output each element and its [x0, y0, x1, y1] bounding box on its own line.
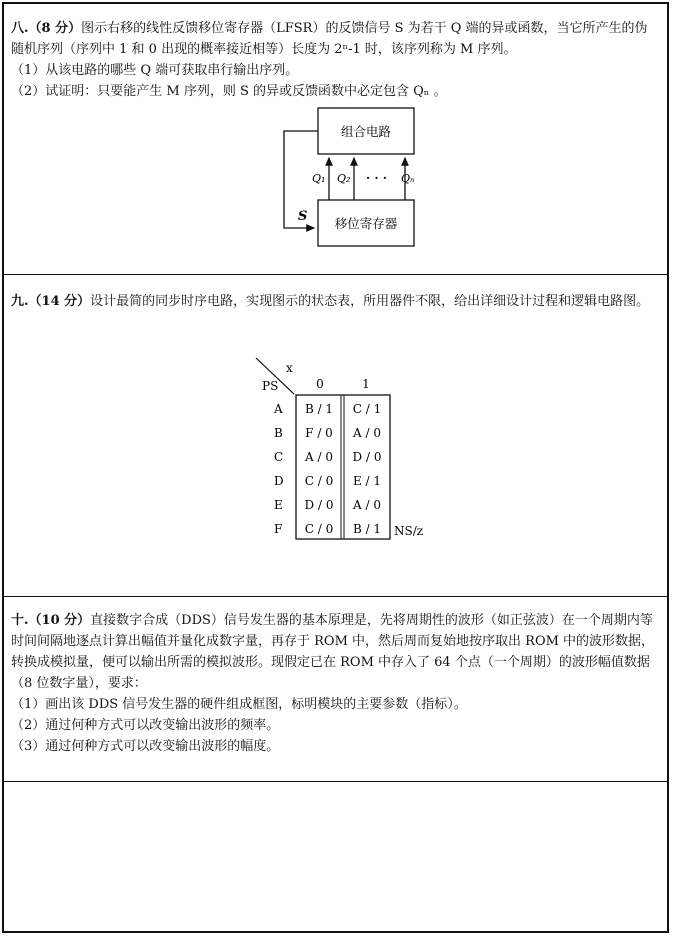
row-d-x1: E / 1: [352, 474, 382, 488]
question-8-sub-1: （1）从该电路的哪些 Q 端可获取串行输出序列。: [11, 63, 299, 78]
question-9: [11, 291, 659, 312]
input-x-label: x: [286, 361, 293, 375]
row-a-x1: C / 1: [352, 402, 382, 416]
question-9-number: 九.（14 分）: [11, 294, 91, 309]
question-8-sub-2: （2）试证明：只要能产生 M 序列，则 S 的异或反馈函数中必定包含 Qₙ 。: [11, 84, 447, 99]
row-c-x0: A / 0: [305, 450, 333, 464]
row-c-x1: D / 0: [352, 450, 382, 464]
table-border: [296, 395, 390, 539]
output-label: NS/z: [394, 524, 424, 538]
question-8-text: 图示右移的线性反馈移位寄存器（LFSR）的反馈信号 S 为若干 Q 端的异或函数，当它所产生的伪随机序列（序列中 1 和 0 出现的概率接近相等）长度为 2ⁿ-1 时，该序列称为 M 序列。: [11, 21, 648, 57]
divider: [4, 596, 667, 597]
lfsr-diagram: [274, 106, 424, 256]
question-10-number: 十.（10 分）: [11, 613, 91, 628]
row-a-state: A: [274, 402, 283, 416]
row-e-x1: A / 0: [353, 498, 381, 512]
row-b: [274, 426, 381, 440]
row-b-state: B: [274, 426, 283, 440]
row-e-state: E: [274, 498, 283, 512]
row-a-x0: B / 1: [304, 402, 334, 416]
question-10: [11, 610, 659, 757]
question-10-sub-1: （1）画出该 DDS 信号发生器的硬件组成框图，标明模块的主要参数（指标）。: [11, 697, 467, 712]
question-9-text: 设计最简的同步时序电路，实现图示的状态表，所用器件不限，给出详细设计过程和逻辑电路图。: [90, 294, 650, 309]
row-f-state: F: [274, 522, 283, 536]
row-c-state: C: [274, 450, 284, 464]
question-10-sub-2: （2）通过何种方式可以改变输出波形的频率。: [11, 718, 280, 733]
row-f-x1: B / 1: [352, 522, 382, 536]
q2-label: Q₂: [337, 172, 351, 185]
row-b-x0: F / 0: [305, 426, 333, 440]
row-e-x0: D / 0: [304, 498, 334, 512]
question-10-sub-3: （3）通过何种方式可以改变输出波形的幅度。: [11, 739, 280, 754]
row-e: [274, 498, 381, 512]
row-a: [273, 402, 381, 416]
row-d: [274, 474, 381, 488]
row-d-state: D: [274, 474, 284, 488]
row-b-x1: A / 0: [353, 426, 381, 440]
feedback-signal-s: S: [298, 209, 308, 224]
combinational-logic-label: 组合电路: [340, 124, 392, 139]
column-0-label: 0: [316, 377, 324, 391]
row-f-x0: C / 0: [304, 522, 334, 536]
q1-label: Q₁: [312, 172, 326, 185]
ellipsis-label: · · ·: [366, 171, 387, 185]
row-d-x0: C / 0: [304, 474, 334, 488]
exam-page: [2, 2, 669, 933]
shift-register-label: 移位寄存器: [334, 216, 398, 231]
question-8-stem: [11, 18, 659, 60]
question-8: [11, 18, 659, 102]
divider: [4, 274, 667, 275]
question-8-number: 八.（8 分）: [11, 21, 82, 36]
row-f: [274, 522, 381, 536]
present-state-label: PS: [262, 379, 279, 393]
state-table: [244, 354, 434, 544]
question-9-stem: [11, 291, 659, 312]
column-1-label: 1: [362, 377, 370, 391]
question-10-stem: [11, 610, 659, 694]
divider: [4, 781, 667, 782]
question-10-text: 直接数字合成（DDS）信号发生器的基本原理是，先将周期性的波形（如正弦波）在一个周期内等时间间隔地逐点计算出幅值并量化成数字量，再存于 ROM 中，然后周而复始地按序取出 ROM 中的波形数据，转换成模拟量，便可以输出所需的模拟波形。现假定已在 ROM 中存入了 64 个点（一个周期）的波形幅值数据（8 位数字量），要求：: [11, 613, 655, 691]
row-c: [274, 450, 381, 464]
qn-label: Qₙ: [401, 172, 415, 185]
